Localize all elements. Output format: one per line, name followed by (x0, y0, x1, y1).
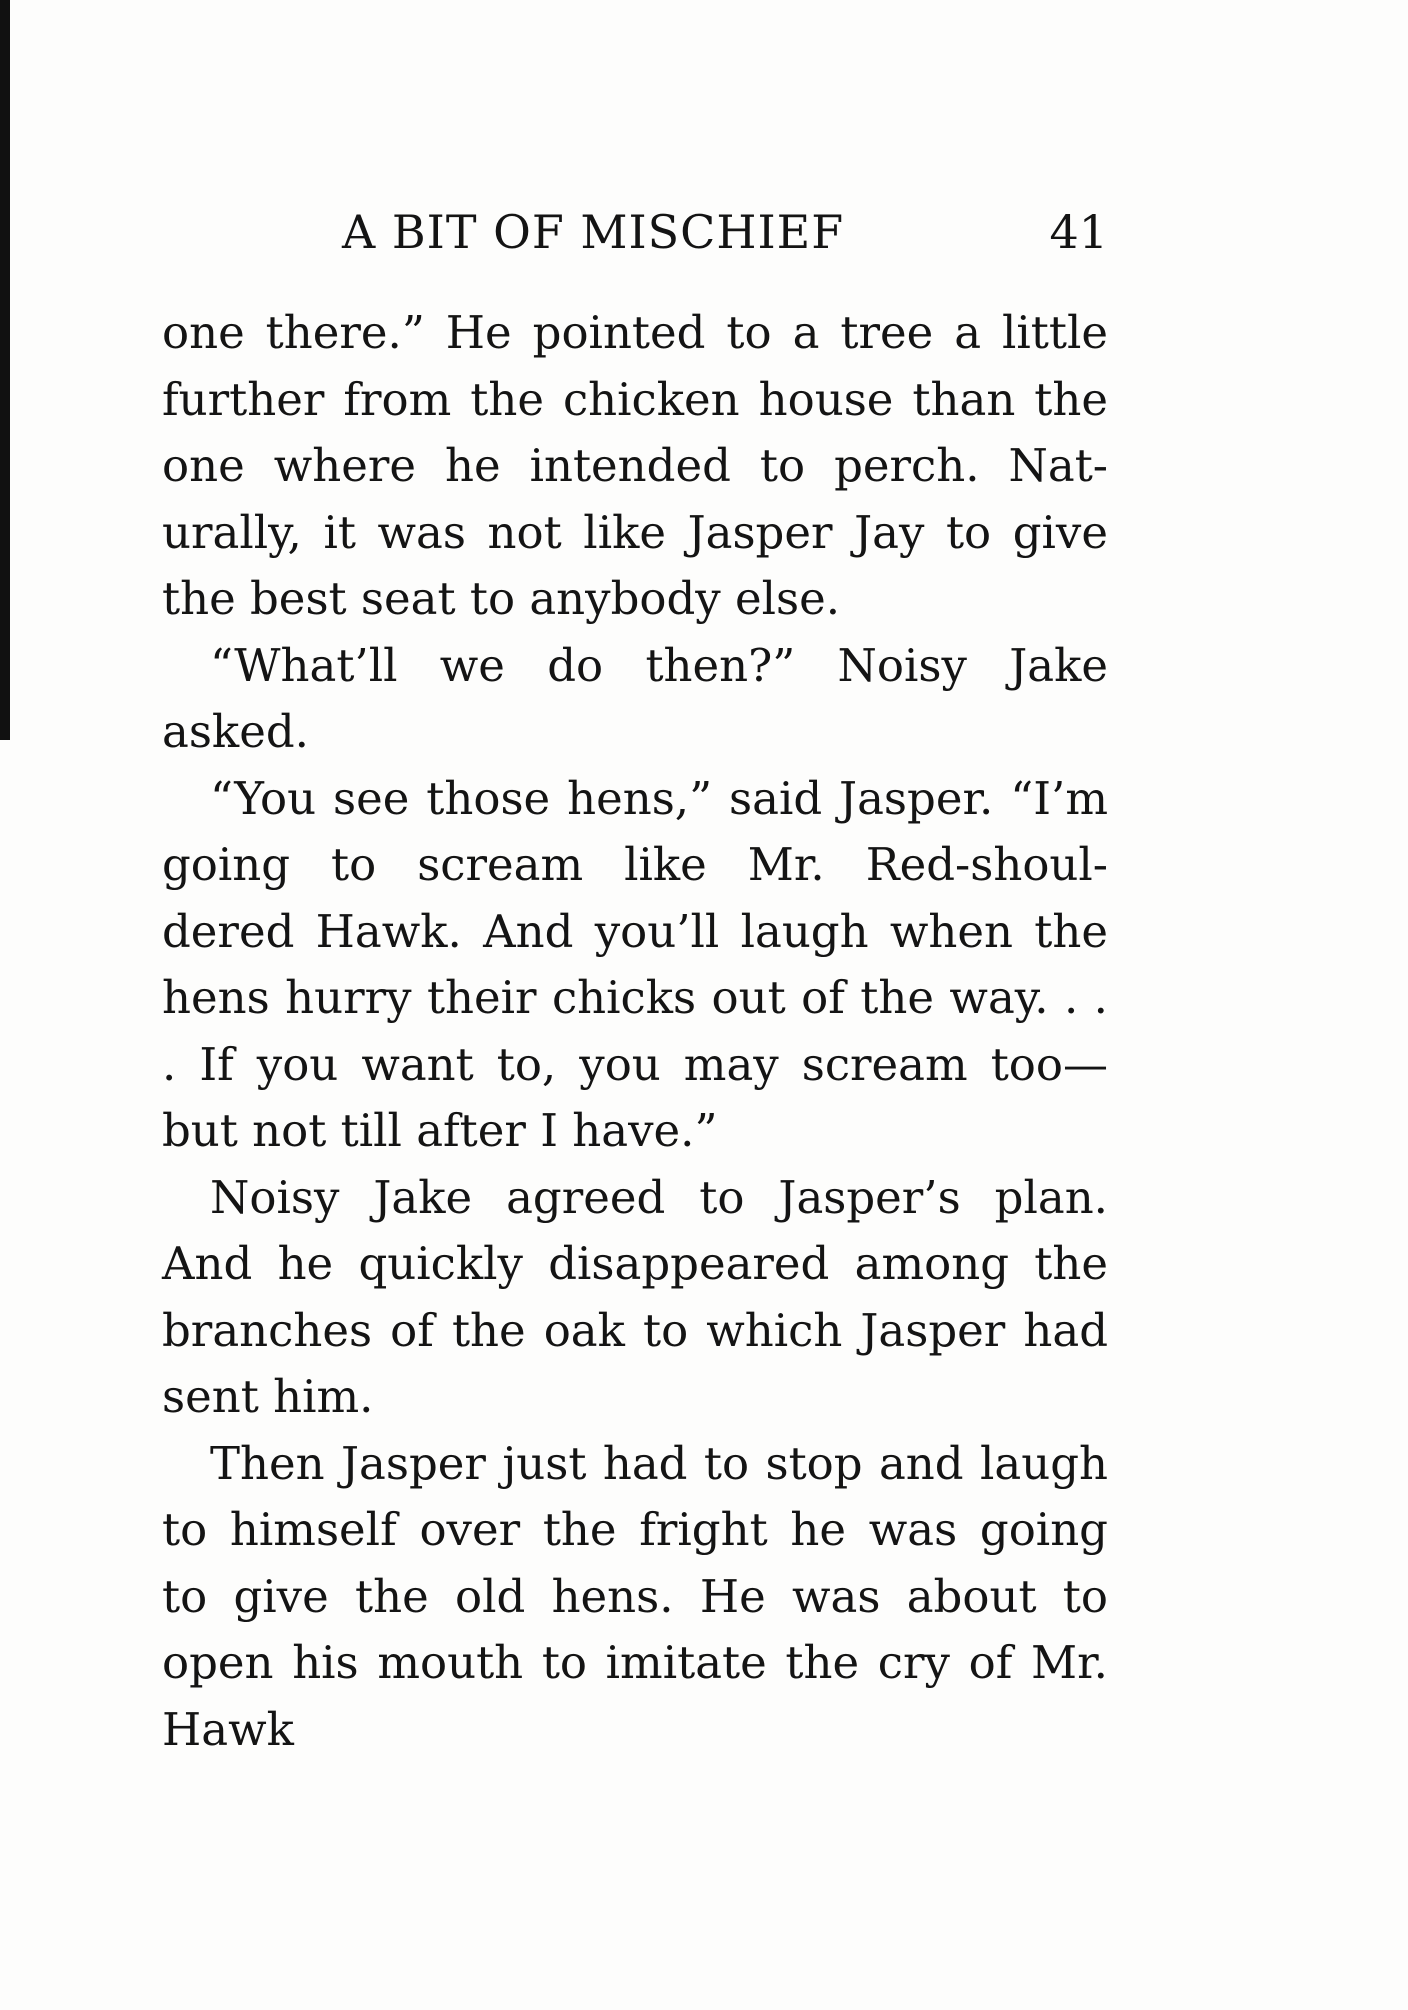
paragraph-4 (162, 1165, 1108, 1431)
text-line: asked. (162, 705, 309, 758)
text-line: “I’m going to scream like Mr. Red-shoul- (162, 771, 1108, 891)
text-line: And he quickly disappeared among the (162, 1237, 1108, 1290)
paragraph-3 (162, 766, 1108, 1165)
text-line: his mouth to imitate the cry of Mr. Hawk (162, 1636, 1108, 1756)
running-head (162, 205, 1108, 265)
running-head-title: A BIT OF MISCHIEF (342, 205, 845, 259)
text-line: Then Jasper just had to stop and laugh (210, 1436, 1108, 1490)
text-line: hens hurry their chicks out of the (162, 971, 950, 1024)
body-text (162, 300, 1108, 1763)
text-line: one where he intended to perch. Nat- (162, 439, 1108, 492)
text-line: way. . . . If you want to, you may scream (162, 971, 1108, 1091)
text-line: urally, it was not like Jasper Jay to give (162, 505, 1108, 559)
text-line: too—but not till after I have.” (162, 1037, 1108, 1157)
paragraph-5 (162, 1431, 1108, 1764)
text-line: branches of the oak to which Jasper had (162, 1303, 1108, 1357)
text-line: sent him. (162, 1370, 374, 1423)
text-line: “What’ll we do then?” Noisy Jake (210, 638, 1108, 692)
paragraph-1 (162, 300, 1108, 633)
text-line: “You see those hens,” said Jasper. (210, 771, 1011, 825)
paragraph-2 (162, 633, 1108, 766)
text-line: give the old hens. He was about to open (162, 1569, 1108, 1689)
text-line: further from the chicken house than the (162, 372, 1108, 426)
text-line: one there.” He pointed to a tree a little (162, 306, 1108, 359)
text-line: the best seat to anybody else. (162, 572, 841, 625)
page-number: 41 (1049, 205, 1108, 259)
page-binding-shadow (0, 0, 10, 740)
text-line: Noisy Jake agreed to Jasper’s plan. (210, 1170, 1108, 1224)
text-line: to himself over the fright he was going to (162, 1503, 1108, 1623)
text-line: dered Hawk. And you’ll laugh when the (162, 904, 1108, 958)
